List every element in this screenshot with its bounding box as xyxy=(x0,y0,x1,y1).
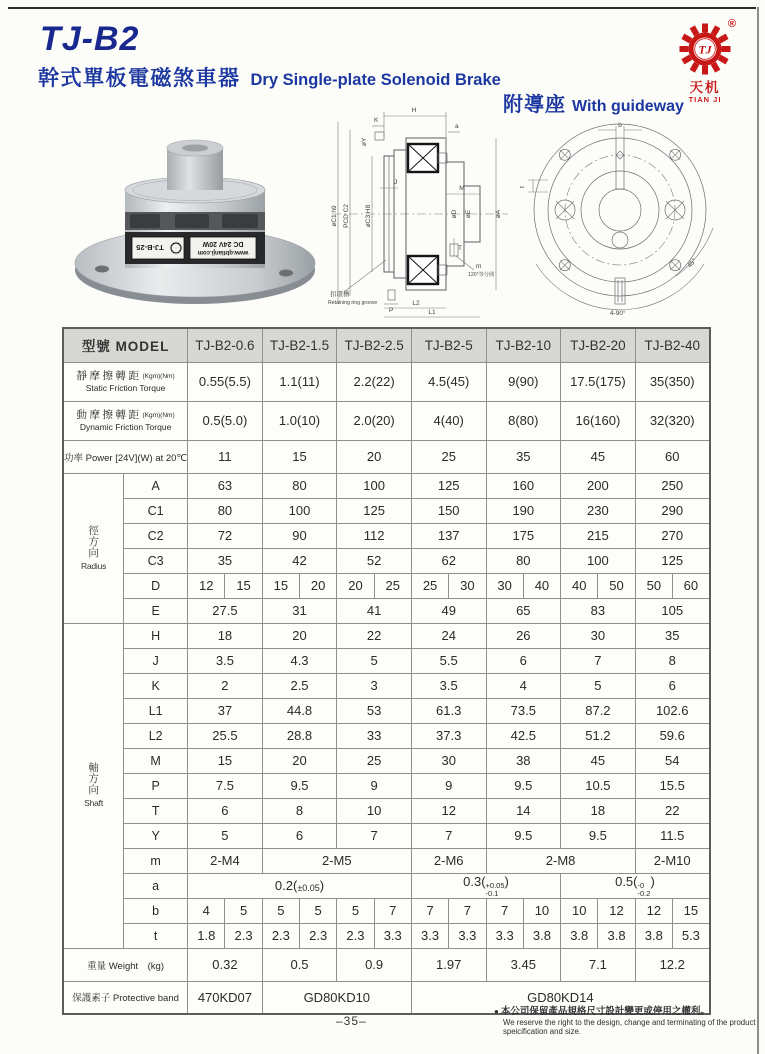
dimension-value: 125 xyxy=(337,498,412,523)
spec-value: 60 xyxy=(635,440,710,473)
dimension-value: 15 xyxy=(225,573,262,598)
spec-value: 4(40) xyxy=(411,401,486,440)
dimension-value: 6 xyxy=(188,798,263,823)
top-border-line xyxy=(8,7,756,9)
dim-A-label: øA xyxy=(495,209,502,219)
row-label: 功率 Power [24V](W) at 20℃ xyxy=(63,440,188,473)
dimension-value: 7.5 xyxy=(188,773,263,798)
dim-T-label: T xyxy=(458,245,462,252)
dimension-value: 12 xyxy=(635,898,672,923)
dim-C1-label: øC1 h9 xyxy=(331,205,338,227)
dimension-value: 137 xyxy=(411,523,486,548)
spec-value: 16(160) xyxy=(561,401,636,440)
cross-section-drawing xyxy=(328,98,512,325)
dimension-value: 30 xyxy=(449,573,486,598)
dim-C3-label: øC3 H8 xyxy=(365,204,372,228)
dimension-value: 52 xyxy=(337,548,412,573)
spec-value: 45 xyxy=(561,440,636,473)
dimension-value: 35 xyxy=(635,623,710,648)
dimension-value: 28.8 xyxy=(262,723,337,748)
dimension-value: 72 xyxy=(188,523,263,548)
dimension-value: 100 xyxy=(561,548,636,573)
footnote-chinese xyxy=(494,1003,756,1017)
dimension-value: 7 xyxy=(411,823,486,848)
dimension-value: 6 xyxy=(486,648,561,673)
note-m-label: m xyxy=(476,263,482,270)
row-label: 動摩擦轉距(Kgm)(Nm) Dynamic Friction Torque xyxy=(63,401,188,440)
dimension-label: L2 xyxy=(124,723,188,748)
model-column-header: TJ-B2-2.5 xyxy=(337,328,412,362)
photo-model-text: TJ-B-25 xyxy=(136,243,164,252)
dimension-value: 26 xyxy=(486,623,561,648)
groove-note-english: Retaining ring groove xyxy=(328,300,378,306)
dimension-value: 6 xyxy=(635,673,710,698)
dimension-value: 27.5 xyxy=(188,598,263,623)
dimension-value: 10 xyxy=(337,798,412,823)
dimension-value: 49 xyxy=(411,598,486,623)
photo-nameplate xyxy=(132,237,256,259)
dimension-value: 2.5 xyxy=(262,673,337,698)
dim-oY-label: øY xyxy=(361,137,368,146)
dimension-value: 2 xyxy=(188,673,263,698)
dimension-value: 38 xyxy=(486,748,561,773)
dimension-value: 9 xyxy=(411,773,486,798)
spec-value: 35 xyxy=(486,440,561,473)
dimension-value: 62 xyxy=(411,548,486,573)
dimension-value: 2-M4 xyxy=(188,848,263,873)
dimension-label: T xyxy=(124,798,188,823)
dimension-value: 3.3 xyxy=(411,923,448,948)
dimension-value: 7 xyxy=(374,898,411,923)
row-label: 重量 Weight (kg) xyxy=(63,948,188,981)
logo-initials: TJ xyxy=(698,42,712,57)
dimension-value: 7 xyxy=(449,898,486,923)
row-group-label: 徑 方 向 Radius xyxy=(63,473,124,623)
dimension-value: 190 xyxy=(486,498,561,523)
dimension-value: 125 xyxy=(411,473,486,498)
footnote-english: We reserve the right to the design, change and terminating of the product speicification and size. xyxy=(503,1018,756,1036)
dimension-label: D xyxy=(124,573,188,598)
dimension-value: 7 xyxy=(411,898,448,923)
dimension-value: 61.3 xyxy=(411,698,486,723)
dimension-value: 3.8 xyxy=(635,923,672,948)
spec-value: 25 xyxy=(411,440,486,473)
dim-E-label: øE xyxy=(465,209,472,219)
dimension-value: 2-M6 xyxy=(411,848,486,873)
dimension-value: 102.6 xyxy=(635,698,710,723)
dimension-label: t xyxy=(124,923,188,948)
page-subtitle xyxy=(38,62,501,92)
dimension-value: 8 xyxy=(635,648,710,673)
dimension-value: 3.5 xyxy=(411,673,486,698)
dimension-value: 15 xyxy=(262,573,299,598)
spec-value: 0.32 xyxy=(188,948,263,981)
dimension-value: 80 xyxy=(188,498,263,523)
front-view-drawing xyxy=(500,118,758,323)
dimension-value: 83 xyxy=(561,598,636,623)
dimension-value: 2-M10 xyxy=(635,848,710,873)
dimension-value: 3.8 xyxy=(561,923,598,948)
dimension-value: 12 xyxy=(188,573,225,598)
guideway-english: With guideway xyxy=(572,98,684,115)
page-number: –35– xyxy=(336,1014,367,1028)
bullet-icon: ● xyxy=(494,1007,499,1016)
dimension-value: 80 xyxy=(486,548,561,573)
dimension-value: 2.3 xyxy=(262,923,299,948)
model-column-header: TJ-B2-10 xyxy=(486,328,561,362)
dimension-label: E xyxy=(124,598,188,623)
dimension-value: 33 xyxy=(337,723,412,748)
dimension-value: 15 xyxy=(672,898,709,923)
spec-value: 12.2 xyxy=(635,948,710,981)
row-label: 保護素子 Protective band xyxy=(63,981,188,1014)
dimension-value: 51.2 xyxy=(561,723,636,748)
dimension-value: 1.8 xyxy=(188,923,225,948)
dimension-value: 37 xyxy=(188,698,263,723)
dimension-value: 24 xyxy=(411,623,486,648)
spec-value: 1.97 xyxy=(411,948,486,981)
dimension-value: 30 xyxy=(411,748,486,773)
dimension-value: 105 xyxy=(635,598,710,623)
dimension-value: 2.3 xyxy=(337,923,374,948)
dimension-value: 3.8 xyxy=(523,923,560,948)
dimension-label: L1 xyxy=(124,698,188,723)
dimension-value: 9.5 xyxy=(486,773,561,798)
dimension-label: A xyxy=(124,473,188,498)
dimension-value: 5.5 xyxy=(411,648,486,673)
dimension-label: H xyxy=(124,623,188,648)
photo-spec-text: DC 24V 20W xyxy=(202,240,244,247)
dimension-value: 100 xyxy=(337,473,412,498)
dimension-value: 5 xyxy=(561,673,636,698)
dim-D-label: øD xyxy=(451,209,458,219)
dimension-value: 18 xyxy=(188,623,263,648)
dimension-value: 9 xyxy=(337,773,412,798)
spec-value: 0.55(5.5) xyxy=(188,362,263,401)
dimension-label: m xyxy=(124,848,188,873)
model-header: 型號 MODEL xyxy=(63,328,188,362)
gear-logo-icon xyxy=(678,22,732,76)
dimension-value: 73.5 xyxy=(486,698,561,723)
dimension-label: Y xyxy=(124,823,188,848)
dimension-value: 12 xyxy=(598,898,635,923)
dimension-value: 35 xyxy=(188,548,263,573)
dimension-value: 2.3 xyxy=(300,923,337,948)
dimension-value: 3.8 xyxy=(598,923,635,948)
spec-value: GD80KD10 xyxy=(262,981,411,1014)
dimension-value: 14 xyxy=(486,798,561,823)
dimension-label: K xyxy=(124,673,188,698)
dimension-value: 30 xyxy=(486,573,523,598)
dimension-value: 10.5 xyxy=(561,773,636,798)
dimension-value: 59.6 xyxy=(635,723,710,748)
dimension-value: 9.5 xyxy=(486,823,561,848)
dimension-value: 175 xyxy=(486,523,561,548)
spec-value: 2.0(20) xyxy=(337,401,412,440)
dimension-value: 7 xyxy=(561,648,636,673)
dim-C2-label: PCD C2 xyxy=(343,204,350,228)
dimension-value: 60 xyxy=(672,573,709,598)
dimension-label: J xyxy=(124,648,188,673)
row-group-label: 軸 方 向 Shaft xyxy=(63,623,124,948)
model-column-header: TJ-B2-40 xyxy=(635,328,710,362)
dimension-label: M xyxy=(124,748,188,773)
angle-4-90-label: 4-90° xyxy=(610,310,626,317)
groove-note-chinese: 扣環槽 xyxy=(330,291,350,298)
dimension-value: 80 xyxy=(262,473,337,498)
dimension-value: 30 xyxy=(561,623,636,648)
footnote-chinese-text: 本公司保留產品規格尺寸設計變更或停用之權利。 xyxy=(500,1006,710,1017)
spec-value: 0.9 xyxy=(337,948,412,981)
dimension-label: a xyxy=(124,873,188,898)
dimension-value: 4 xyxy=(188,898,225,923)
dimension-value: 20 xyxy=(300,573,337,598)
dimension-value: 10 xyxy=(523,898,560,923)
dim-a-label: a xyxy=(455,123,459,130)
dimension-value: 40 xyxy=(561,573,598,598)
spec-value: 9(90) xyxy=(486,362,561,401)
dimension-value: 37.3 xyxy=(411,723,486,748)
dimension-label: C1 xyxy=(124,498,188,523)
dimension-value: 4.3 xyxy=(262,648,337,673)
dimension-value: 25 xyxy=(337,748,412,773)
spec-value: 8(80) xyxy=(486,401,561,440)
dim-b-label: b xyxy=(618,122,622,129)
dim-t-label: t xyxy=(519,186,526,188)
dimension-value: 45 xyxy=(561,748,636,773)
guideway-chinese: 附導座 xyxy=(503,94,566,116)
model-column-header: TJ-B2-20 xyxy=(561,328,636,362)
guideway-caption xyxy=(503,88,684,117)
dimension-value: 20 xyxy=(262,748,337,773)
dimension-value: 9.5 xyxy=(262,773,337,798)
dimension-value: 20 xyxy=(337,573,374,598)
dimension-value: 230 xyxy=(561,498,636,523)
spec-value: 20 xyxy=(337,440,412,473)
spec-value: 4.5(45) xyxy=(411,362,486,401)
dimension-value: 5 xyxy=(188,823,263,848)
note-circle-label: 120°等分圓 xyxy=(468,272,495,278)
spec-value: 17.5(175) xyxy=(561,362,636,401)
dimension-label: b xyxy=(124,898,188,923)
dimension-value: 125 xyxy=(635,548,710,573)
dim-P-label: P xyxy=(389,307,394,314)
dimension-value: 11.5 xyxy=(635,823,710,848)
model-column-header: TJ-B2-5 xyxy=(411,328,486,362)
dimension-value: 8 xyxy=(262,798,337,823)
spec-value: GD80KD14 xyxy=(411,981,709,1014)
dimension-value: 53 xyxy=(337,698,412,723)
dimension-value: 5 xyxy=(337,648,412,673)
spec-value: 15 xyxy=(262,440,337,473)
dimension-value: 12 xyxy=(411,798,486,823)
dimension-value: 2-M5 xyxy=(262,848,411,873)
dimension-value: 20 xyxy=(262,623,337,648)
product-photo xyxy=(70,112,320,317)
dimension-value: 200 xyxy=(561,473,636,498)
spec-value: 0.5(5.0) xyxy=(188,401,263,440)
dimension-value: 150 xyxy=(411,498,486,523)
dimension-value: 5 xyxy=(337,898,374,923)
dimension-value: 44.8 xyxy=(262,698,337,723)
spec-value: 32(320) xyxy=(635,401,710,440)
spec-value: 1.0(10) xyxy=(262,401,337,440)
dimension-value: 3.3 xyxy=(374,923,411,948)
dim-H-label: H xyxy=(411,107,417,114)
dimension-value: 0.5( -0 -0.2 ) xyxy=(561,873,710,898)
dimension-value: 50 xyxy=(598,573,635,598)
dim-L1-label: L1 xyxy=(428,309,436,316)
dimension-value: 6 xyxy=(262,823,337,848)
dimension-label: P xyxy=(124,773,188,798)
dimension-value: 9.5 xyxy=(561,823,636,848)
spec-value: 35(350) xyxy=(635,362,710,401)
dimension-value: 2-M8 xyxy=(486,848,635,873)
dimension-value: 0.2(±0.05) xyxy=(188,873,412,898)
dimension-value: 3.3 xyxy=(449,923,486,948)
dimension-value: 5 xyxy=(225,898,262,923)
dimension-value: 65 xyxy=(486,598,561,623)
dimension-value: 3 xyxy=(337,673,412,698)
dimension-label: C2 xyxy=(124,523,188,548)
dimension-value: 100 xyxy=(262,498,337,523)
angle-45-label: 45° xyxy=(686,257,699,270)
dimension-label: C3 xyxy=(124,548,188,573)
dimension-value: 112 xyxy=(337,523,412,548)
dimension-value: 10 xyxy=(561,898,598,923)
dim-M-label: M xyxy=(459,185,465,192)
dimension-value: 15 xyxy=(188,748,263,773)
dimension-value: 15.5 xyxy=(635,773,710,798)
dimension-value: 3.3 xyxy=(486,923,523,948)
dimension-value: 25.5 xyxy=(188,723,263,748)
dimension-value: 25 xyxy=(374,573,411,598)
dimension-value: 5 xyxy=(262,898,299,923)
dimension-value: 50 xyxy=(635,573,672,598)
model-column-header: TJ-B2-1.5 xyxy=(262,328,337,362)
dimension-value: 4 xyxy=(486,673,561,698)
dim-K-label: K xyxy=(374,117,379,124)
dimension-value: 42 xyxy=(262,548,337,573)
registered-mark: ® xyxy=(727,18,736,30)
page-title: TJ-B2 xyxy=(40,20,140,58)
spec-value: 3.45 xyxy=(486,948,561,981)
dimension-value: 18 xyxy=(561,798,636,823)
dimension-value: 22 xyxy=(635,798,710,823)
dimension-value: 5 xyxy=(300,898,337,923)
subtitle-english: Dry Single-plate Solenoid Brake xyxy=(250,71,501,89)
spec-value: 1.1(11) xyxy=(262,362,337,401)
dim-L2-label: L2 xyxy=(412,300,420,307)
model-column-header: TJ-B2-0.6 xyxy=(188,328,263,362)
row-label: 靜摩擦轉距(Kgm)(Nm) Static Friction Torque xyxy=(63,362,188,401)
dimension-value: 7 xyxy=(337,823,412,848)
dimension-value: 0.3( +0.05 -0.1 ) xyxy=(411,873,560,898)
spec-value: 2.2(22) xyxy=(337,362,412,401)
dimension-value: 160 xyxy=(486,473,561,498)
dimension-value: 41 xyxy=(337,598,412,623)
subtitle-chinese: 幹式單板電磁煞車器 xyxy=(38,67,241,90)
dimension-value: 63 xyxy=(188,473,263,498)
spec-table xyxy=(62,327,711,1015)
dimension-value: 54 xyxy=(635,748,710,773)
dimension-value: 42.5 xyxy=(486,723,561,748)
dimension-value: 250 xyxy=(635,473,710,498)
spec-value: 470KD07 xyxy=(188,981,263,1014)
brand-name-chinese: 天机 xyxy=(689,80,721,95)
dimension-value: 87.2 xyxy=(561,698,636,723)
dimension-value: 25 xyxy=(411,573,448,598)
dimension-value: 40 xyxy=(523,573,560,598)
brand-name-english: TIAN JI xyxy=(688,95,722,104)
dimension-value: 270 xyxy=(635,523,710,548)
dimension-value: 215 xyxy=(561,523,636,548)
dimension-value: 7 xyxy=(486,898,523,923)
dimension-value: 290 xyxy=(635,498,710,523)
spec-value: 11 xyxy=(188,440,263,473)
dimension-value: 22 xyxy=(337,623,412,648)
dimension-value: 3.5 xyxy=(188,648,263,673)
dimension-value: 5.3 xyxy=(672,923,709,948)
brand-logo xyxy=(676,18,736,104)
dimension-value: 90 xyxy=(262,523,337,548)
dimension-value: 31 xyxy=(262,598,337,623)
dimension-value: 2.3 xyxy=(225,923,262,948)
footnote xyxy=(494,1003,756,1036)
dim-J-label: J xyxy=(394,179,398,186)
photo-url-text: www.qbtianji.com xyxy=(197,249,249,255)
spec-value: 7.1 xyxy=(561,948,636,981)
spec-value: 0.5 xyxy=(262,948,337,981)
